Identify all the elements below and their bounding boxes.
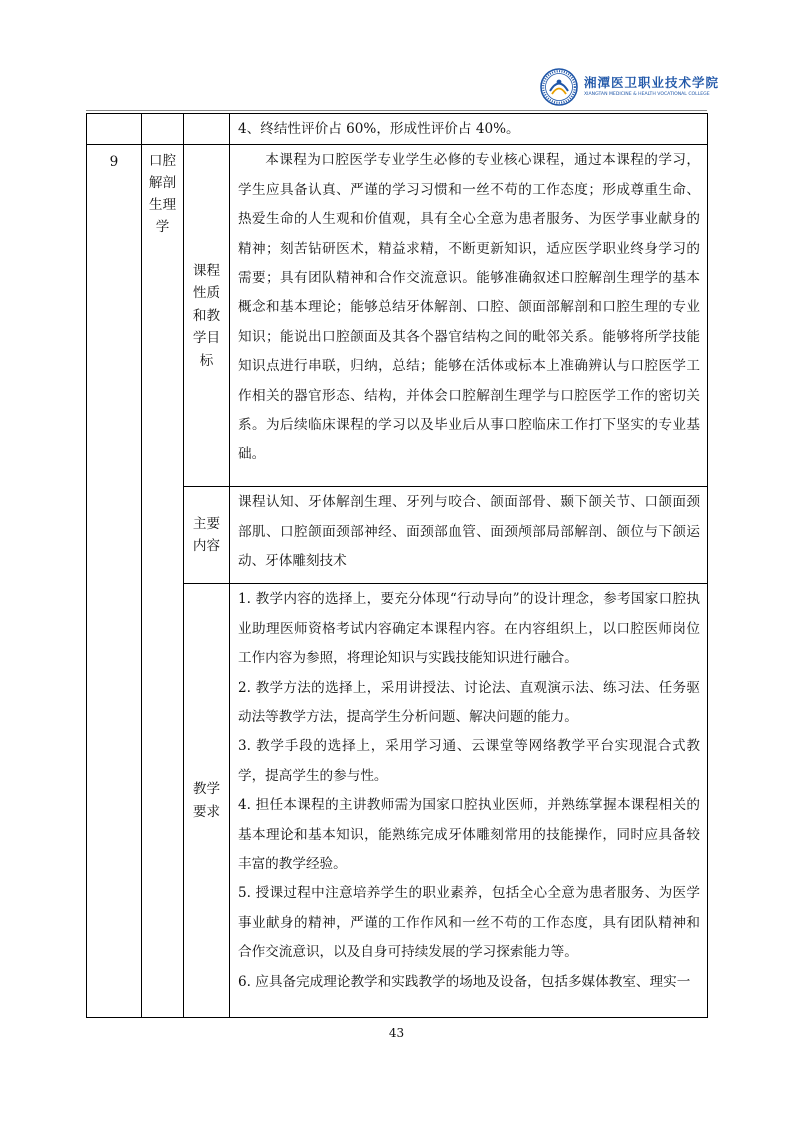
requirement-item: 5. 授课过程中注意培养学生的职业素养，包括全心全意为患者服务、为医学事业献身的精神，严谨的工作作风和一丝不苟的工作态度，具有团队精神和合作交流意识，以及自身可持续发展的学习探索能力等。 [238, 885, 700, 961]
course-name-line: 学 [155, 219, 170, 236]
goals-label-line: 和教 [192, 307, 221, 324]
course-number: 9 [87, 145, 142, 1018]
college-name-en: XIANGTAN MEDICINE & HEALTH VOCATIONAL COLLEGE [584, 92, 710, 97]
requirements-label [184, 584, 230, 1018]
course-name [142, 145, 184, 1018]
goals-label-line: 标 [199, 352, 214, 369]
content-text: 课程认知、牙体解剖生理、牙列与咬合、颌面部骨、颞下颌关节、口颌面颈部肌、口腔颌面颈部神经、面颈部血管、面颈颅部局部解剖、颌位与下颌运动、牙体雕刻技术 [238, 494, 700, 570]
goals-row [87, 145, 708, 487]
college-emblem-icon [540, 68, 578, 106]
requirement-item: 1. 教学内容的选择上，要充分体现“行动导向”的设计理念，参考国家口腔执业助理医师资格考试内容确定本课程内容。在内容组织上，以口腔医师岗位工作内容为参照，将理论知识与实践技能知识进行融合。 [238, 591, 700, 667]
cell-empty-name [142, 114, 184, 145]
content-label-line: 内容 [192, 538, 221, 555]
goals-content [230, 145, 708, 487]
requirement-item: 6. 应具备完成理论教学和实践教学的场地及设备，包括多媒体教室、理实一 [238, 973, 691, 990]
header-divider [86, 110, 707, 111]
requirements-label-line: 教学 [192, 781, 221, 798]
requirement-item: 2. 教学方法的选择上，采用讲授法、讨论法、直观演示法、练习法、任务驱动法等教学方法，提高学生分析问题、解决问题的能力。 [238, 679, 700, 726]
cell-empty-label [184, 114, 230, 145]
carryover-row [87, 114, 708, 145]
college-logo [540, 68, 720, 110]
course-table [86, 113, 708, 1018]
requirements-label-line: 要求 [192, 803, 221, 820]
cell-empty-number [87, 114, 142, 145]
college-name-cn: 湘潭医卫职业技术学院 [584, 75, 720, 90]
evaluation-text: 4、终结性评价占 60%，形成性评价占 40%。 [230, 114, 708, 145]
requirement-item: 3. 教学手段的选择上，采用学习通、云课堂等网络教学平台实现混合式教学，提高学生的参与性。 [238, 738, 700, 784]
goals-text: 本课程为口腔医学专业学生必修的专业核心课程，通过本课程的学习，学生应具备认真、严谨的学习习惯和一丝不苟的工作态度；形成尊重生命、热爱生命的人生观和价值观，具有全心全意为患者服务、为医学事业献身的精神；刻苦钻研医术，精益求精，不断更新知识，适应医学职业终身学习的需要；具有团队精神和合作交流意识。能够准确叙述口腔解剖生理学的基本概念和基本理论；能够总结牙体解剖、口腔、颌面部解剖和口腔生理的专业知识；能说出口腔颌面及其各个器官结构之间的毗邻关系。能够将所学技能知识点进行串联，归纳，总结；能够在活体或标本上准确辨认与口腔医学工作相关的器官形态、结构，并体会口腔解剖生理学与口腔医学工作的密切关系。为后续临床课程的学习以及毕业后从事口腔临床工作打下坚实的专业基础。 [238, 152, 700, 463]
requirements-cell [230, 584, 708, 1018]
content-cell [230, 487, 708, 584]
course-name-line: 解剖 [148, 175, 177, 192]
goals-label-line: 课程 [192, 262, 221, 279]
goals-label [184, 145, 230, 487]
content-label [184, 487, 230, 584]
requirement-item: 4. 担任本课程的主讲教师需为国家口腔执业医师，并熟练掌握本课程相关的基本理论和基本知识，能熟练完成牙体雕刻常用的技能操作，同时应具备较丰富的教学经验。 [238, 797, 700, 873]
course-name-line: 口腔 [148, 153, 177, 170]
goals-label-line: 性质 [192, 285, 221, 302]
goals-label-line: 学目 [192, 330, 221, 347]
content-label-line: 主要 [192, 515, 221, 532]
page-number: 43 [388, 1026, 405, 1040]
course-name-line: 生理 [148, 197, 177, 214]
